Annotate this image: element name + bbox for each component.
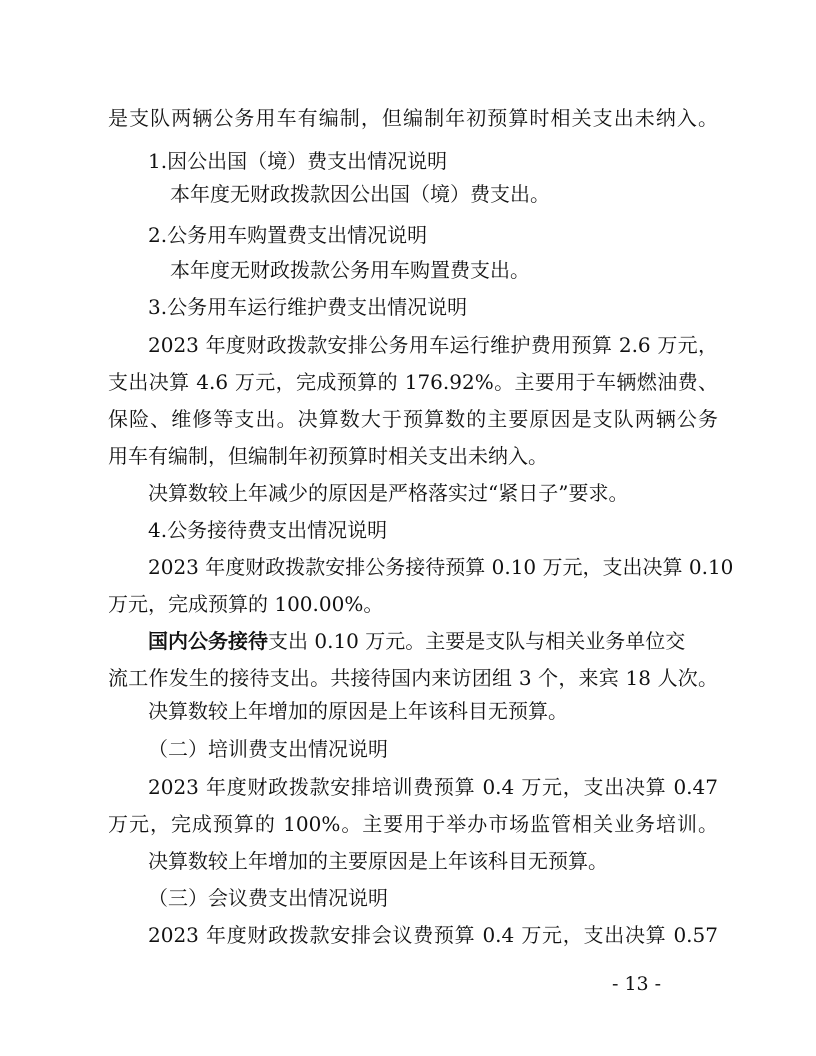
text-line: 万元，完成预算的 100.00%。 xyxy=(108,592,384,616)
section-heading: 1.因公出国（境）费支出情况说明 xyxy=(148,149,448,173)
section-heading: 4.公务接待费支出情况说明 xyxy=(148,518,388,542)
text-line: 2023 年度财政拨款安排会议费预算 0.4 万元，支出决算 0.57 xyxy=(148,923,718,947)
text-line: 2023 年度财政拨款安排公务接待预算 0.10 万元，支出决算 0.10 xyxy=(148,555,734,579)
section-heading: 3.公务用车运行维护费支出情况说明 xyxy=(148,295,468,319)
text-line: 万元，完成预算的 100%。主要用于举办市场监管相关业务培训。 xyxy=(108,812,718,836)
page-number: - 13 - xyxy=(612,973,662,995)
text-line: 2023 年度财政拨款安排公务用车运行维护费用预算 2.6 万元， xyxy=(148,333,718,357)
text-line: 决算数较上年减少的原因是严格落实过“紧日子”要求。 xyxy=(148,481,629,505)
text-line: 国内公务接待支出 0.10 万元。主要是支队与相关业务单位交 xyxy=(148,629,686,653)
section-heading: 2.公务用车购置费支出情况说明 xyxy=(148,223,428,247)
text-line: 本年度无财政拨款因公出国（境）费支出。 xyxy=(170,182,550,206)
text-line: 用车有编制，但编制年初预算时相关支出未纳入。 xyxy=(108,444,548,468)
text-line: 流工作发生的接待支出。共接待国内来访团组 3 个，来宾 18 人次。 xyxy=(108,666,718,690)
section-heading: （二）培训费支出情况说明 xyxy=(148,737,388,761)
text-line: 保险、维修等支出。决算数大于预算数的主要原因是支队两辆公务 xyxy=(108,407,718,431)
text-line: 本年度无财政拨款公务用车购置费支出。 xyxy=(170,258,530,282)
text-line: 是支队两辆公务用车有编制，但编制年初预算时相关支出未纳入。 xyxy=(108,106,718,130)
section-heading: （三）会议费支出情况说明 xyxy=(148,886,388,910)
text-line: 支出决算 4.6 万元，完成预算的 176.92%。主要用于车辆燃油费、 xyxy=(108,370,718,394)
text-line: 决算数较上年增加的原因是上年该科目无预算。 xyxy=(148,699,568,723)
text-line: 决算数较上年增加的主要原因是上年该科目无预算。 xyxy=(148,849,608,873)
text-line: 2023 年度财政拨款安排培训费预算 0.4 万元，支出决算 0.47 xyxy=(148,775,718,799)
bold-heading-domestic-reception: 国内公务接待 xyxy=(148,629,268,653)
